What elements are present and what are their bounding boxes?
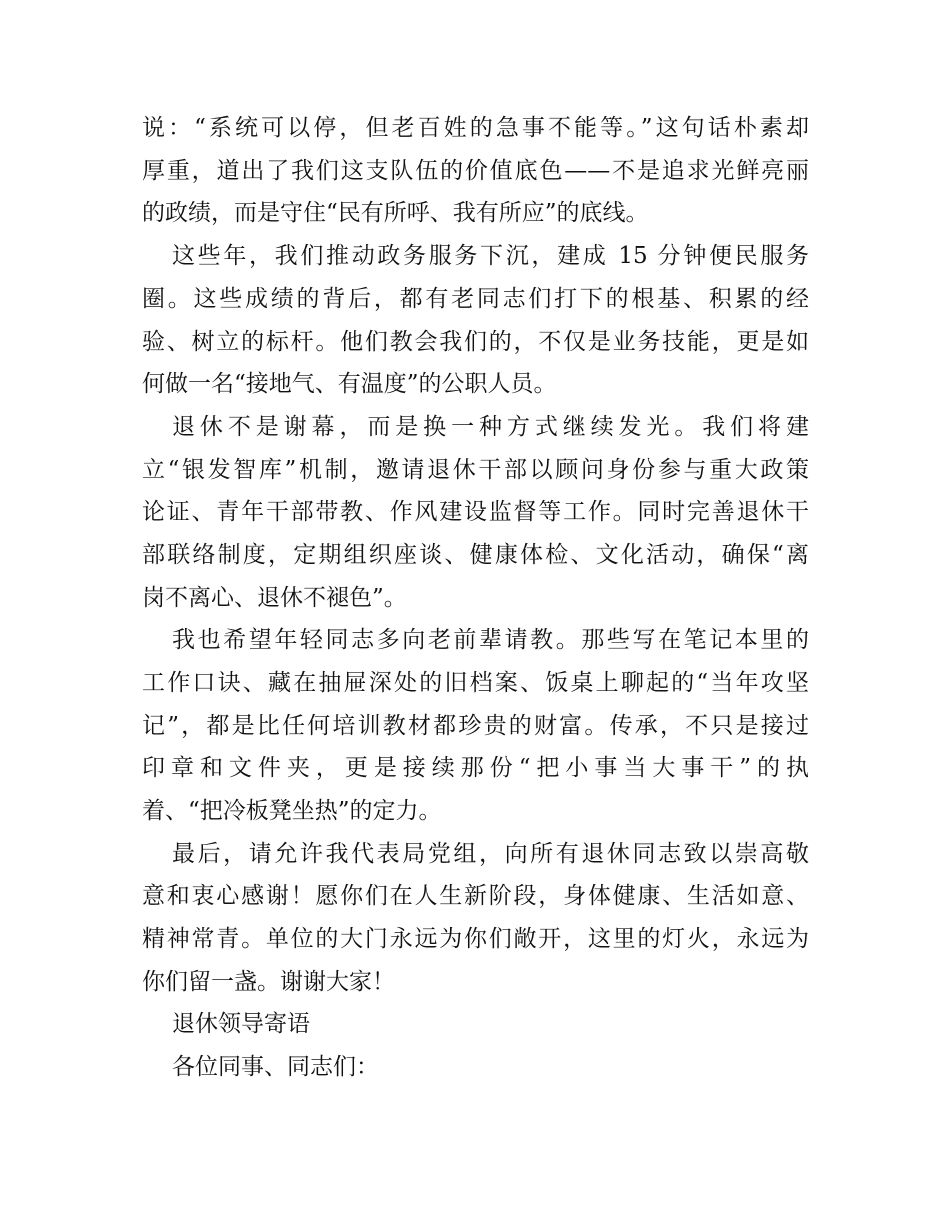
text-line: 厚重，道出了我们这支队伍的价值底色——不是追求光鲜亮丽 xyxy=(142,158,809,184)
salutation: 各位同事、同志们： xyxy=(172,1054,379,1080)
text-line: 岗不离心、退休不褪色”。 xyxy=(142,585,407,611)
text-line: 记”，都是比任何培训教材都珍贵的财富。传承，不只是接过 xyxy=(142,713,809,739)
text-line: 部联络制度，定期组织座谈、健康体检、文化活动，确保“离 xyxy=(142,542,809,568)
section-title: 退休领导寄语 xyxy=(172,1011,310,1037)
text-line: 说：“系统可以停，但老百姓的急事不能等。”这句话朴素却 xyxy=(142,115,809,141)
text-line: 验、树立的标杆。他们教会我们的，不仅是业务技能，更是如 xyxy=(142,329,809,355)
text-line: 退休不是谢幕，而是换一种方式继续发光。我们将建 xyxy=(172,414,809,440)
text-line: 我也希望年轻同志多向老前辈请教。那些写在笔记本里的 xyxy=(172,627,809,653)
text-line: 精神常青。单位的大门永远为你们敞开，这里的灯火，永远为 xyxy=(142,926,809,952)
text-line: 立“银发智库”机制，邀请退休干部以顾问身份参与重大政策 xyxy=(142,457,809,483)
text-line: 你们留一盏。谢谢大家！ xyxy=(142,969,395,995)
text-line: 这些年，我们推动政务服务下沉，建成 15 分钟便民服务 xyxy=(172,243,809,269)
text-line: 何做一名“接地气、有温度”的公职人员。 xyxy=(142,371,557,397)
text-line: 论证、青年干部带教、作风建设监督等工作。同时完善退休干 xyxy=(142,499,809,525)
text-line: 圈。这些成绩的背后，都有老同志们打下的根基、积累的经 xyxy=(142,286,809,312)
text-line: 工作口诀、藏在抽屉深处的旧档案、饭桌上聊起的“当年攻坚 xyxy=(142,670,809,696)
text-line: 着、“把冷板凳坐热”的定力。 xyxy=(142,798,442,824)
text-line: 印章和文件夹，更是接续那份“把小事当大事干”的执 xyxy=(142,755,809,781)
text-line: 最后，请允许我代表局党组，向所有退休同志致以崇高敬 xyxy=(172,841,809,867)
text-line: 意和衷心感谢！愿你们在人生新阶段，身体健康、生活如意、 xyxy=(142,883,809,909)
text-line: 的政绩，而是守住“民有所呼、我有所应”的底线。 xyxy=(142,200,649,226)
